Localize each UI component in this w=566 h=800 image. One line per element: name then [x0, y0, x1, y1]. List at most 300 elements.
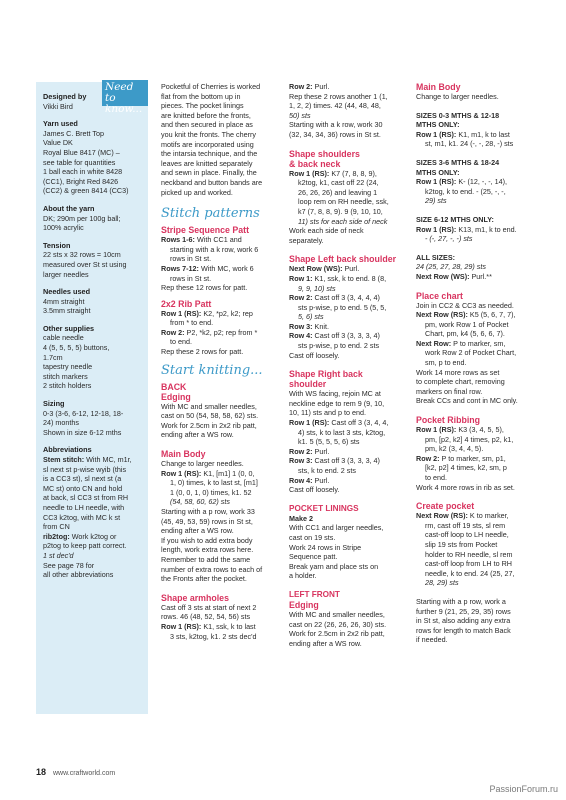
row-label: Row 4:	[289, 331, 313, 341]
tension-lines	[43, 250, 147, 279]
row-text: from * to end.	[170, 318, 214, 328]
instruction-line	[416, 569, 540, 579]
right-back-heading-1: Shape Right back	[289, 369, 363, 380]
row-text: K7 (7, 8, 8, 9),	[329, 168, 377, 178]
instruction-line	[416, 616, 540, 626]
row-label: Next Row (RS):	[416, 310, 468, 320]
rib-text	[161, 309, 279, 357]
row-text: CC3 k2tog, with MC k st	[43, 512, 121, 522]
instruction-line	[161, 497, 279, 507]
instruction-line	[161, 488, 279, 498]
row-text: Cast off loosely.	[289, 485, 340, 495]
text-line: 4 (5, 5, 5, 5) buttons,	[43, 343, 110, 353]
instruction-line	[416, 473, 540, 483]
text-line: and then secured in place as	[161, 120, 253, 130]
text-line: and sewn in place. Finally, the	[161, 168, 257, 178]
about-label: About the yarn	[43, 203, 95, 213]
instruction-line	[416, 368, 540, 378]
instruction-line	[289, 331, 409, 341]
left-front-text	[289, 610, 409, 648]
instruction-line	[289, 274, 409, 284]
row-label: Row 1 (RS):	[289, 168, 330, 178]
row-text: If you wish to add extra body	[161, 535, 253, 545]
shoulders-heading-1: Shape shoulders	[289, 148, 360, 159]
row-text: 26, 26, 26) and leaving 1	[298, 187, 378, 197]
row-text: Cast off 3 (3, 3, 3, 4)	[312, 331, 380, 341]
abbrev-lines	[43, 455, 147, 551]
instruction-line	[289, 92, 409, 102]
row-text: (45, 49, 53, 59) rows in St st,	[161, 516, 253, 526]
row-text: rows in St st.	[170, 273, 212, 283]
pocket-ribbing-heading: Pocket Ribbing	[416, 415, 481, 426]
row-text: 9, 9, 10) sts	[298, 283, 336, 293]
instruction-line	[161, 545, 279, 555]
instruction-line	[289, 207, 409, 217]
instruction-line	[416, 329, 540, 339]
text-line: Royal Blue 8417 (MC) –	[43, 147, 120, 157]
instruction-line	[289, 476, 409, 486]
text-line: tapestry needle	[43, 362, 93, 372]
instruction-line	[43, 455, 147, 465]
row-label: Row 2:	[289, 293, 313, 303]
instruction-line	[43, 474, 147, 484]
text-line: (CC2) & green 8414 (CC3)	[43, 186, 129, 196]
row-text: P2, *k2, p2; rep from *	[184, 327, 258, 337]
instruction-line	[416, 635, 540, 645]
row-text: slip 19 sts from Pocket	[425, 539, 498, 549]
page-number: 18	[36, 767, 47, 777]
text-line: With MC and smaller needles,	[161, 401, 257, 411]
instruction-line	[161, 459, 279, 469]
instruction-line	[289, 264, 409, 274]
instruction-line	[416, 234, 540, 244]
instruction-line	[43, 484, 147, 494]
instruction-line	[289, 293, 409, 303]
abbrev-italic: 1 st dec'd	[43, 550, 74, 560]
s2-heading-2: MTHS ONLY:	[416, 167, 460, 177]
create-pocket-text	[416, 511, 540, 645]
s2-text	[416, 177, 540, 206]
row-text: sl next st p-wise wyib (this	[43, 464, 127, 474]
armholes-heading: Shape armholes	[161, 592, 229, 603]
row-text: Purl.	[312, 475, 330, 485]
instruction-line	[416, 187, 540, 197]
row-text: K2, *p2, k2; rep	[201, 308, 253, 318]
text-line: Pocketful of Cherries is worked	[161, 82, 261, 91]
pocket-text	[289, 523, 409, 581]
row-text: to end.	[170, 337, 192, 347]
stripe-text	[161, 235, 279, 293]
row-label: Next Row (WS):	[416, 271, 470, 281]
row-text: separately.	[289, 235, 324, 245]
row-text: from CN	[43, 522, 70, 532]
instruction-line	[161, 254, 279, 264]
instruction-line	[416, 139, 540, 149]
text-line: 22 sts x 32 rows = 10cm	[43, 250, 121, 260]
instruction-line	[416, 530, 540, 540]
row-text: K1, [m1] 1 (0, 0,	[201, 468, 255, 478]
stripe-heading: Stripe Sequence Patt	[161, 225, 249, 236]
instruction-line	[161, 245, 279, 255]
text-line: Break yarn and place sts on	[289, 561, 379, 571]
instruction-line	[289, 82, 409, 92]
instruction-line	[161, 612, 279, 622]
instruction-line	[289, 178, 409, 188]
row-text: rm, cast off 19 sts, sl rem	[425, 520, 506, 530]
row-text: Starting with a p row, work a	[416, 596, 506, 606]
text-line: See page 78 for	[43, 560, 95, 570]
main-body-heading: Main Body	[161, 449, 206, 460]
instruction-line	[289, 485, 409, 495]
instruction-line	[289, 418, 409, 428]
place-chart-text	[416, 301, 540, 407]
text-line: 100% acrylic	[43, 223, 84, 233]
row-label: Row 1 (RS):	[416, 177, 457, 187]
row-text: 11) sts for each side of neck	[298, 216, 388, 226]
text-line: cast on 50 (54, 58, 58, 62) sts.	[161, 411, 259, 421]
row-text: in St st, also adding any extra	[416, 616, 511, 626]
supplies-lines	[43, 333, 147, 391]
left-back-heading: Shape Left back shoulder	[289, 254, 397, 265]
text-line: are knitted before the fronts,	[161, 110, 251, 120]
row-label: Row 1 (RS):	[161, 308, 202, 318]
row-text: 3 sts, k2tog, k1. 2 sts dec'd	[170, 631, 257, 641]
row-text: holder to RH needle, sl rem	[425, 549, 513, 559]
text-line: With CC1 and larger needles,	[289, 523, 384, 533]
text-line: 0-3 (3-6, 6-12, 12-18, 18-	[43, 408, 124, 418]
row-text: work Row 2 of Pocket Chart,	[425, 348, 517, 358]
instruction-line	[416, 196, 540, 206]
instruction-line	[43, 513, 147, 523]
text-line: see table for quantities	[43, 157, 116, 167]
instruction-line	[289, 217, 409, 227]
row-text: With MC, m1r,	[84, 455, 132, 464]
row-text: k2tog, k1, cast off 22 (24,	[298, 178, 379, 188]
need-to-know-content	[43, 92, 147, 580]
row-text: cast-off loop to LH needle,	[425, 530, 509, 540]
instruction-line	[416, 358, 540, 368]
text-line: neckband and button bands are	[161, 177, 263, 187]
row-label: Row 2:	[416, 453, 440, 463]
row-text: 50) sts	[289, 110, 311, 120]
instruction-line	[416, 425, 540, 435]
instruction-line	[289, 408, 409, 418]
row-text: K1, m1, k to last	[456, 129, 510, 139]
instruction-line	[416, 444, 540, 454]
row-text: (54, 58, 60, 62) sts	[170, 497, 230, 507]
row-text: Purl.	[312, 446, 330, 456]
text-line: picked up and worked.	[161, 187, 233, 197]
instruction-line	[161, 469, 279, 479]
right-back-text	[289, 389, 409, 495]
text-line: ending after a WS row.	[289, 638, 362, 648]
column-2	[161, 82, 279, 641]
row-text: st, m1, k1. 24 (-, -, 28, -) sts	[425, 139, 514, 149]
about-lines	[43, 214, 147, 233]
text-line: DK; 290m per 100g ball;	[43, 213, 121, 223]
row-label: Rows 7-12:	[161, 263, 199, 273]
text-line: measured over St st using	[43, 259, 127, 269]
text-line: cast on 19 sts.	[289, 532, 336, 542]
row-text: Work 14 more rows as set	[416, 367, 500, 377]
row-text: Cast off 3 (3, 4, 4, 4)	[312, 293, 380, 303]
row-label: Row 1 (RS):	[289, 418, 330, 428]
all-sizes-heading: ALL SIZES:	[416, 252, 456, 262]
stitch-patterns-heading: Stitch patterns	[161, 206, 260, 222]
text-line: a holder.	[289, 571, 317, 581]
text-line: James C. Brett Top	[43, 128, 104, 138]
instruction-line	[289, 226, 409, 236]
main-body-text	[161, 459, 279, 584]
pocket-ribbing-text	[416, 425, 540, 492]
row-text: With MC, work 6	[198, 263, 254, 273]
row-text: K13, m1, k to end.	[456, 224, 517, 234]
pocket-sub: Make 2	[289, 513, 313, 523]
row-text: number of extra rows to each of	[161, 564, 263, 574]
row-text: Cast off 3 (3, 3, 3, 4)	[312, 456, 380, 466]
col4-main-body-heading: Main Body	[416, 82, 461, 92]
sizing-lines	[43, 409, 147, 438]
instruction-line	[289, 236, 409, 246]
instruction-line	[161, 632, 279, 642]
row-label: Row 3:	[289, 456, 313, 466]
instruction-line	[161, 235, 279, 245]
back-heading: BACK	[161, 381, 187, 392]
row-text: Remember to add the same	[161, 554, 251, 564]
abbrev-label: Abbreviations	[43, 445, 92, 455]
row-text: k1. 5 (5, 5, 5, 6) sts	[298, 437, 360, 447]
instruction-line	[416, 483, 540, 493]
needles-label: Needles used	[43, 287, 91, 297]
text-line: flat from the bottom up in	[161, 91, 241, 101]
row-text: ending after a WS row.	[161, 526, 234, 536]
row-text: Cast off 3 (3, 4, 4,	[329, 418, 389, 428]
instruction-line	[416, 463, 540, 473]
text-line: stitch markers	[43, 371, 88, 381]
instruction-line	[416, 320, 540, 330]
text-line: 2 stitch holders	[43, 381, 92, 391]
shoulders-heading-2: & back neck	[289, 158, 341, 169]
text-line: (CC1), Bright Red 8426	[43, 176, 119, 186]
instruction-line	[289, 456, 409, 466]
text-line: all other abbreviations	[43, 570, 114, 580]
instruction-line	[289, 312, 409, 322]
column-3	[289, 82, 409, 648]
instruction-line	[289, 101, 409, 111]
instruction-line	[43, 532, 147, 542]
instruction-line	[289, 399, 409, 409]
instruction-line	[416, 377, 540, 387]
row-label: Row 3:	[289, 321, 313, 331]
instruction-line	[43, 493, 147, 503]
instruction-line	[416, 262, 540, 272]
row-text: Work 4 more rows in rib as set.	[416, 482, 515, 492]
row-text: if needed.	[416, 635, 448, 645]
instruction-line	[43, 503, 147, 513]
row-label: Row 2:	[289, 446, 313, 456]
row-text: 28, 29) sts	[425, 578, 459, 588]
row-label: Rows 1-6:	[161, 235, 195, 245]
row-text: Work k2tog or	[69, 531, 117, 541]
row-text: sts p-wise, p to end. 2 sts	[298, 341, 380, 351]
instruction-line	[416, 454, 540, 464]
text-line: 4mm straight	[43, 296, 85, 306]
footer-left	[36, 767, 115, 777]
row-text: K1, ssk, k to last	[201, 621, 256, 631]
s1-heading-2: MTHS ONLY:	[416, 120, 460, 130]
instruction-line	[161, 318, 279, 328]
all-sizes-text	[416, 262, 540, 281]
row-text: 1, 0) times, k to last st, [m1]	[170, 478, 258, 488]
row-text: Purl.	[342, 264, 360, 274]
row-label: Next Row (WS):	[289, 264, 343, 274]
right-back-heading-2: shoulder	[289, 379, 327, 390]
instruction-line	[416, 521, 540, 531]
instruction-line	[161, 478, 279, 488]
row-text: MC st) onto CN and hold	[43, 483, 123, 493]
row-label: Row 1 (RS):	[161, 468, 202, 478]
row-text: Cast off 3 sts at start of next 2	[161, 602, 257, 612]
instruction-line	[161, 603, 279, 613]
s3-text	[416, 225, 540, 244]
armholes-text	[161, 603, 279, 641]
row-text: rows. 46 (48, 52, 54, 56) sts	[161, 612, 251, 622]
row-text: (32, 34, 34, 36) rows in St st.	[289, 129, 381, 139]
s3-heading: SIZE 6-12 MTHS ONLY:	[416, 214, 494, 224]
instruction-line	[416, 387, 540, 397]
instruction-line	[161, 283, 279, 293]
instruction-line	[43, 465, 147, 475]
row-text: K- (12, -, -, 14),	[456, 177, 508, 187]
instruction-line	[161, 526, 279, 536]
instruction-line	[161, 517, 279, 527]
designed-label: Designed by	[43, 92, 87, 101]
text-line: 24) months	[43, 418, 79, 428]
instruction-line	[289, 130, 409, 140]
instruction-line	[416, 597, 540, 607]
left-back-text	[289, 264, 409, 360]
row-text: Rep these 2 rows another 1 (1,	[289, 91, 388, 101]
text-line: Work for 2.5cm in 2x2 rib patt,	[161, 420, 257, 430]
need-to-know-badge: Need to know...	[102, 80, 148, 106]
instruction-line	[289, 341, 409, 351]
watermark: PassionForum.ru	[489, 784, 558, 794]
text-line: pieces. The pocket linings	[161, 101, 244, 111]
row-text: Work each side of neck	[289, 226, 364, 236]
designer-name: Vikki Bird	[43, 101, 73, 111]
instruction-line	[416, 511, 540, 521]
text-line: With MC and smaller needles,	[289, 609, 385, 619]
instruction-line	[289, 428, 409, 438]
yarn-label: Yarn used	[43, 119, 78, 129]
row-text: sts, k to end. 2 sts	[298, 466, 356, 475]
instruction-line	[161, 309, 279, 319]
instruction-line	[289, 197, 409, 207]
row-text: P to marker, sm, p1,	[439, 453, 506, 463]
instruction-line	[161, 274, 279, 284]
instruction-line	[161, 565, 279, 575]
instruction-line	[161, 337, 279, 347]
row-text: 10, 11) sts and p to end.	[289, 408, 366, 418]
rib-heading: 2x2 Rib Patt	[161, 298, 212, 309]
instruction-line	[416, 130, 540, 140]
row-label: Row 1:	[289, 273, 313, 283]
row-text: With CC1 and	[194, 235, 242, 245]
row-text: - (-, 27, -, -) sts	[425, 234, 473, 244]
instruction-line	[289, 437, 409, 447]
instruction-line	[416, 310, 540, 320]
row-text: length, work extra rows here.	[161, 545, 254, 555]
instruction-line	[289, 120, 409, 130]
row-text: sm, p to end.	[425, 358, 467, 368]
edging-heading: Edging	[161, 391, 191, 402]
row-text: k7 (7, 8, 8, 9). 9 (9, 10, 10,	[298, 206, 383, 216]
row-text: Break CCs and cont in MC only.	[416, 396, 518, 406]
tension-label: Tension	[43, 240, 71, 250]
col3-top-text	[289, 82, 409, 140]
instruction-line	[416, 348, 540, 358]
row-text: cast-off loop from LH to RH	[425, 559, 512, 569]
row-label: Next Row:	[416, 338, 452, 348]
instruction-line	[289, 466, 409, 476]
yarn-lines	[43, 129, 147, 196]
row-text: to complete chart, removing	[416, 377, 505, 387]
text-line: cast on 22 (26, 26, 26, 30) sts.	[289, 619, 387, 629]
row-text: K5 (5, 6, 7, 7),	[467, 310, 516, 320]
col4-change: Change to larger needles.	[416, 92, 499, 101]
instruction-line	[416, 177, 540, 187]
row-text: K to marker,	[467, 511, 509, 521]
instruction-line	[416, 578, 540, 588]
row-text: P to marker, sm,	[451, 338, 506, 348]
instruction-line	[289, 322, 409, 332]
row-text: p2tog to keep patt correct.	[43, 541, 127, 551]
instruction-line	[416, 626, 540, 636]
row-label: Row 1 (RS):	[416, 425, 457, 435]
instruction-line	[161, 555, 279, 565]
row-text: Rep these 12 rows for patt.	[161, 283, 248, 293]
instruction-line	[161, 264, 279, 274]
column-4	[416, 82, 540, 645]
row-text: Chart, pm, k4 (5, 6, 6, 7).	[425, 329, 505, 339]
row-text: pm, k2 (3, 4, 4, 5).	[425, 444, 484, 454]
text-line: 3.5mm straight	[43, 306, 91, 316]
text-line: larger needles	[43, 269, 89, 279]
row-text: Purl.	[312, 82, 330, 91]
site-url[interactable]: www.craftworld.com	[52, 770, 116, 777]
row-text: Cast off loosely.	[289, 350, 340, 360]
row-text: is a CC3 st), sl next st (a	[43, 474, 122, 484]
row-text: Starting with a k row, work 30	[289, 120, 383, 130]
instruction-line	[416, 540, 540, 550]
row-text: Purl.**	[469, 271, 492, 281]
instruction-line	[43, 541, 147, 551]
edging-text	[161, 402, 279, 440]
row-text: 1, 2, 2) times. 42 (44, 48, 48,	[289, 101, 381, 111]
text-line: ending after a WS row.	[161, 430, 234, 440]
row-label: Stem stitch:	[43, 455, 85, 464]
row-text: 29) sts	[425, 196, 447, 206]
instruction-line	[161, 328, 279, 338]
instruction-line	[161, 536, 279, 546]
row-label: Row 1 (RS):	[161, 621, 202, 631]
supplies-label: Other supplies	[43, 323, 95, 333]
instruction-line	[289, 447, 409, 457]
create-pocket-heading: Create pocket	[416, 501, 475, 512]
row-label: Row 2:	[289, 82, 313, 91]
row-text: pm, work Row 1 of Pocket	[425, 319, 509, 329]
row-text: loop rem on RH needle, ssk,	[298, 197, 389, 207]
